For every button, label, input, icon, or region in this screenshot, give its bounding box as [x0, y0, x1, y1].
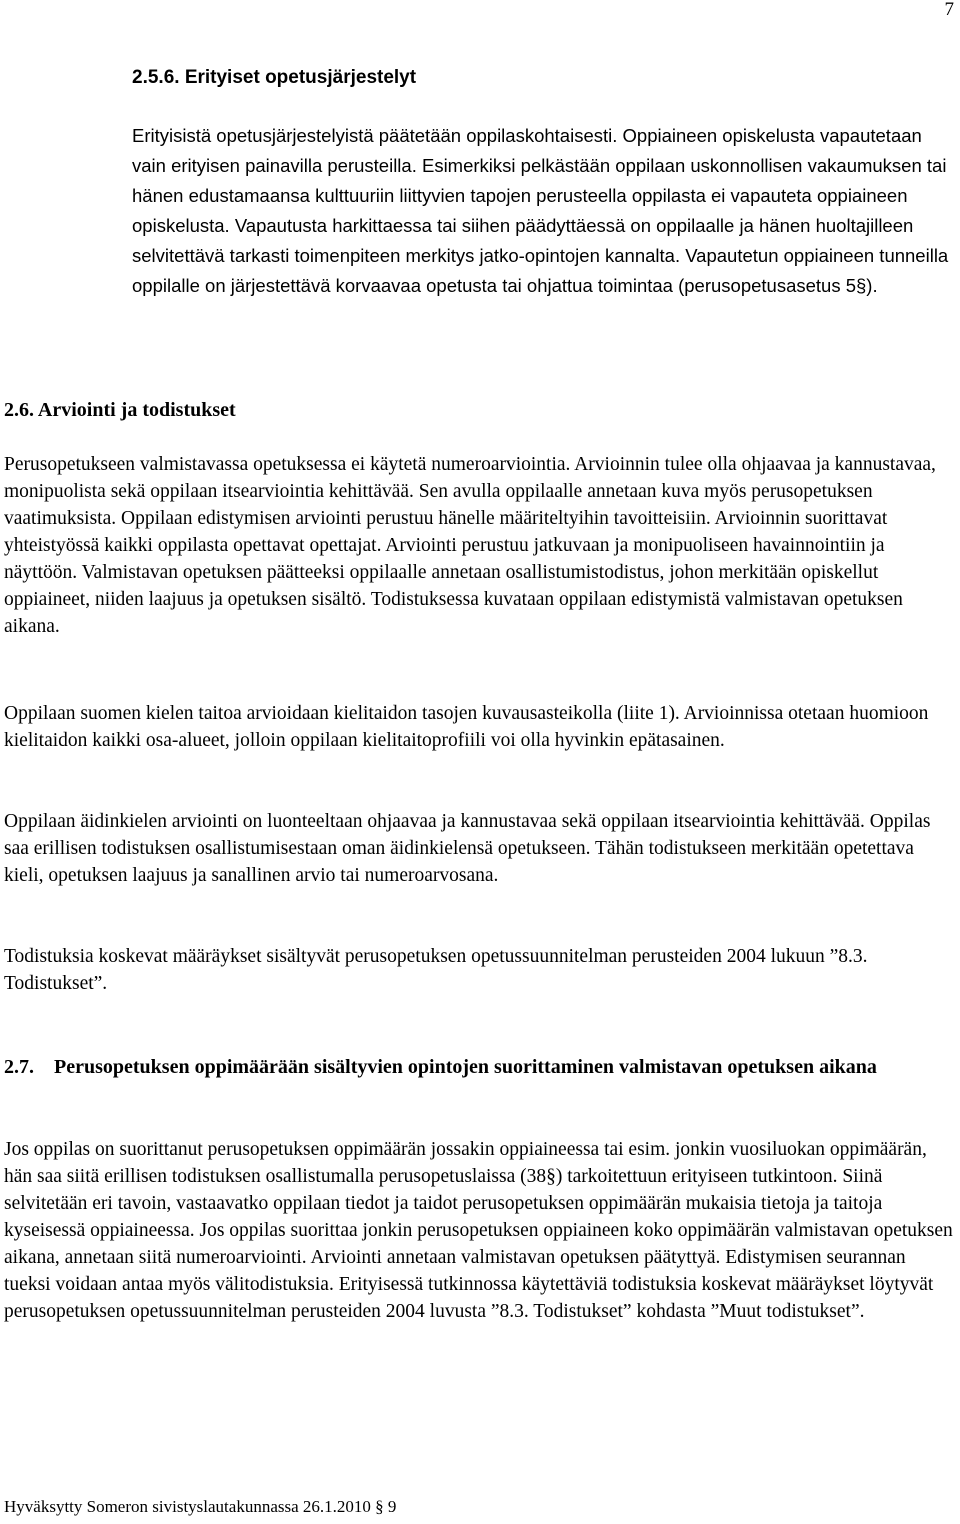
section-2-6-paragraph-4: Todistuksia koskevat määräykset sisältyvät perusopetuksen opetussuunnitelman perusteiden 2004 lukuun ”8.3. Todistukset”. [4, 946, 868, 994]
section-2-6-paragraph-3: Oppilaan äidinkielen arviointi on luonteeltaan ohjaavaa ja kannustavaa sekä oppilaan itsearviointia kehittävää. Oppilas saa erillisen todistuksen osallistumisestaan oman äidinkielensä opetukseen. Tähän todistukseen merkitään opetettava kieli, opetuksen laajuus ja sanallinen arvio tai numeroarvosana. [4, 811, 931, 886]
section-2-6-paragraph-1: Perusopetukseen valmistavassa opetuksessa ei käytetä numeroarviointia. Arvioinnin tulee olla ohjaavaa ja kannustavaa, monipuolista sekä oppilaan itsearviointia kehittävää. Sen avulla oppilaalle annetaan kuva myös perusopetuksen vaatimuksista. Oppilaan edistymisen arviointi perustuu hänelle määriteltyihin tavoitteisiin. Arvioinnin suorittavat yhteistyössä kaikki oppilasta opettavat opettajat. Arviointi perustuu jatkuvaan ja monipuoliseen havainnointiin ja näyttöön. Valmistavan opetuksen päätteeksi oppilaalle annetaan osallistumistodistus, johon merkitään opiskellut oppiaineet, niiden laajuus ja opetuksen sisältö. Todistuksessa kuvataan oppilaan edistymistä valmistavan opetuksen aikana. [4, 454, 936, 637]
section-heading-2-6: 2.6. Arviointi ja todistukset [4, 399, 236, 421]
section-2-5-6-paragraph: Erityisistä opetusjärjestelyistä päätetään oppilaskohtaisesti. Oppiaineen opiskelusta vapautetaan vain erityisen painavilla perusteilla. Esimerkiksi pelkästään oppilaan uskonnollisen vakaumuksen tai hänen edustamaansa kulttuuriin liittyvien tapojen perusteella oppilasta ei vapauteta oppiaineen opiskelusta. Vapautusta harkittaessa tai siihen päädyttäessä on oppilaalle ja hänen huoltajilleen selvitettävä tarkasti toimenpiteen merkitys jatko-opintojen kannalta. Vapautetun oppiaineen tunneilla oppilalle on järjestettävä korvaavaa opetusta tai ohjattua toimintaa (perusopetusasetus 5§). [132, 125, 949, 296]
section-2-7-paragraph: Jos oppilas on suorittanut perusopetuksen oppimäärän jossakin oppiaineessa tai esim. jonkin vuosiluokan oppimäärän, hän saa siitä erillisen todistuksen osallistumalla perusopetuslaissa (38§) tarkoitettuun erityiseen tutkintoon. Siinä selvitetään eri tavoin, vastaavatko oppilaan tiedot ja taidot perusopetuksen oppimäärän mukaisia tietoja ja taitoja kyseisessä oppiaineessa. Jos oppilas suorittaa jonkin perusopetuksen oppiaineen koko oppimäärän valmistavan opetuksen aikana, annetaan siitä numeroarviointi. Arviointi annetaan valmistavan opetuksen päätyttyä. Edistymisen seurannan tueksi voidaan antaa myös välitodistuksia. Erityisessä tutkinnossa käytettäviä todistuksia koskevat määräykset löytyvät perusopetuksen opetussuunnitelman perusteiden 2004 luvusta ”8.3. Todistukset” kohdasta ”Muut todistukset”. [4, 1139, 953, 1322]
section-2-6-paragraph-2: Oppilaan suomen kielen taitoa arvioidaan kielitaidon tasojen kuvausasteikolla (liite 1). Arvioinnissa otetaan huomioon kielitaidon kaikki osa-alueet, jolloin oppilaan kielitaitoprofiili voi olla hyvinkin epätasainen. [4, 703, 929, 751]
section-heading-2-7: 2.7. Perusopetuksen oppimäärään sisältyvien opintojen suorittaminen valmistavan opetuksen aikana [4, 1056, 877, 1078]
page-footer: Hyväksytty Someron sivistyslautakunnassa 26.1.2010 § 9 [4, 1497, 397, 1516]
section-heading-2-5-6: 2.5.6. Erityiset opetusjärjestelyt [132, 67, 417, 88]
page-number: 7 [944, 0, 954, 20]
